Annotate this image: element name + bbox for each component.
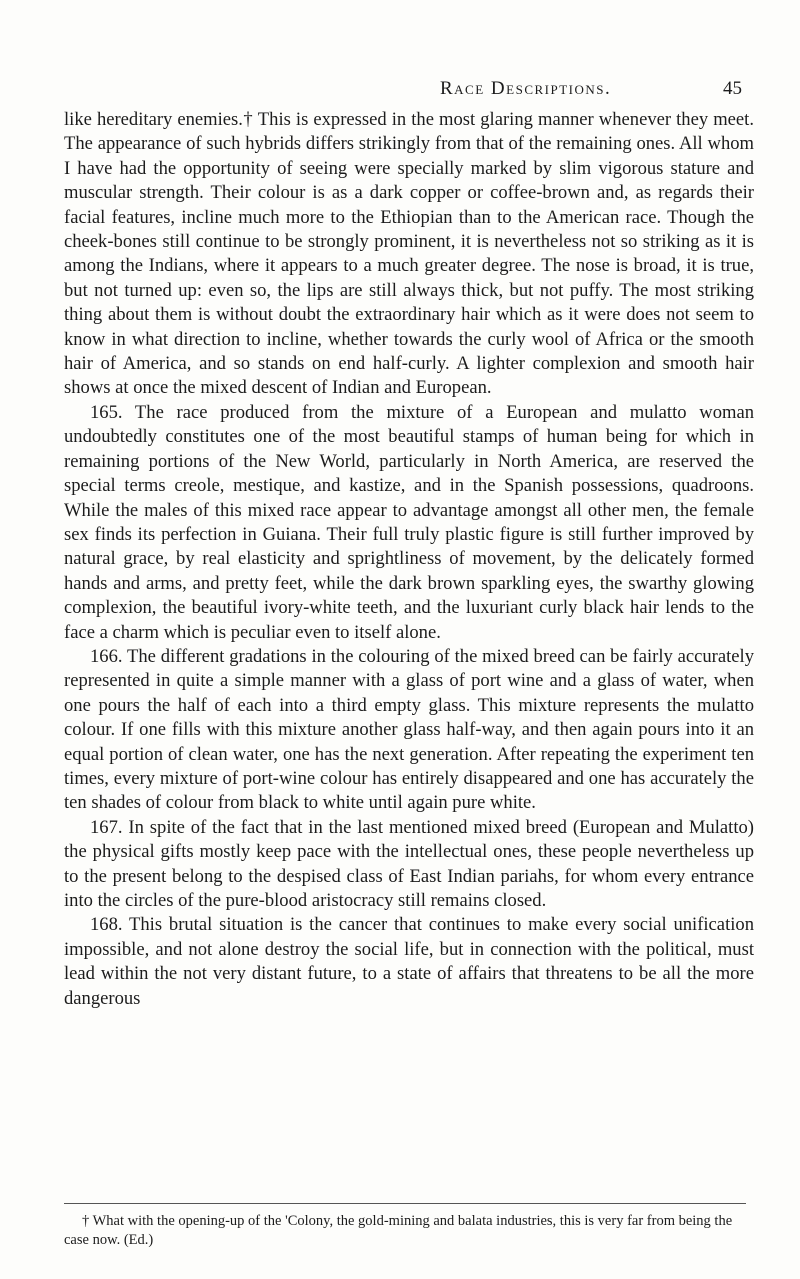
page-number: 45 <box>723 78 742 99</box>
footnote-divider <box>64 1203 746 1204</box>
footnote <box>64 1212 754 1250</box>
paragraph-continuation: like hereditary enemies.† This is expressed in the most glaring manner whenever they meet. The appearance of such hybrids differs strikingly from that of the remaining ones. All whom I have had the opportunity of seeing were specially marked by slim vigorous stature and muscular strength. Their colour is as a dark copper or coffee-brown and, as regards their facial features, incline much more to the Ethiopian than to the American race. Though the cheek-bones still continue to be strongly prominent, it is nevertheless not so striking as it is among the Indians, where it appears to a much greater degree. The nose is broad, it is true, but not turned up: even so, the lips are still always thick, but not puffy. The most striking thing about them is without doubt the extraordinary hair which as it were does not seem to know in what direction to incline, whether towards the curly wool of Africa or the smooth hair of America, and so stands on end half-curly. A lighter complexion and smooth hair shows at once the mixed descent of Indian and European. <box>64 109 754 399</box>
paragraph-167: 167. In spite of the fact that in the last mentioned mixed breed (European and Mulatto) the physical gifts mostly keep pace with the intellectual ones, these people nevertheless up to the present belong to the despised class of East Indian pariahs, for whom every entrance into the circles of the pure-blood aristocracy still remains closed. <box>64 816 754 911</box>
paragraph-166: 166. The different gradations in the colouring of the mixed breed can be fairly accurately represented in quite a simple manner with a glass of port wine and a glass of water, when one pours the half of each into a third empty glass. This mixture represents the mulatto colour. If one fills with this mixture another glass half-way, and then again pours into it an equal portion of clean water, one has the next generation. After repeating the experiment ten times, every mixture of port-wine colour has entirely disappeared and one has accurately the ten shades of colour from black to white until again pure white. <box>64 645 754 814</box>
running-title: Race Descriptions. <box>440 78 612 99</box>
running-header <box>440 78 742 100</box>
paragraph-165: 165. The race produced from the mixture of a European and mulatto woman undoubtedly constitutes one of the most beautiful stamps of human being for which in remaining portions of the New World, particularly in North America, are reserved the special terms creole, mestique, and kastize, and in the Spanish possessions, quadroons. While the males of this mixed race appear to advantage amongst all other men, the female sex finds its perfection in Guiana. Their full truly plastic figure is still further improved by natural grace, by real elasticity and sprightliness of movement, by the delicately formed hands and arms, and pretty feet, while the dark brown sparkling eyes, the swarthy glowing complexion, the beautiful ivory-white teeth, and the luxuriant curly black hair lends to the face a charm which is peculiar even to itself alone. <box>64 401 754 643</box>
paragraph-168: 168. This brutal situation is the cancer that continues to make every social unification impossible, and not alone destroy the social life, but in connection with the political, must lead within the not very distant future, to a state of affairs that threatens to be all the more dangerous <box>64 914 754 1009</box>
body-text <box>64 108 754 1011</box>
footnote-text: † What with the opening-up of the 'Colony, the gold-mining and balata industries, this is very far from being the case now. (Ed.) <box>64 1213 733 1248</box>
